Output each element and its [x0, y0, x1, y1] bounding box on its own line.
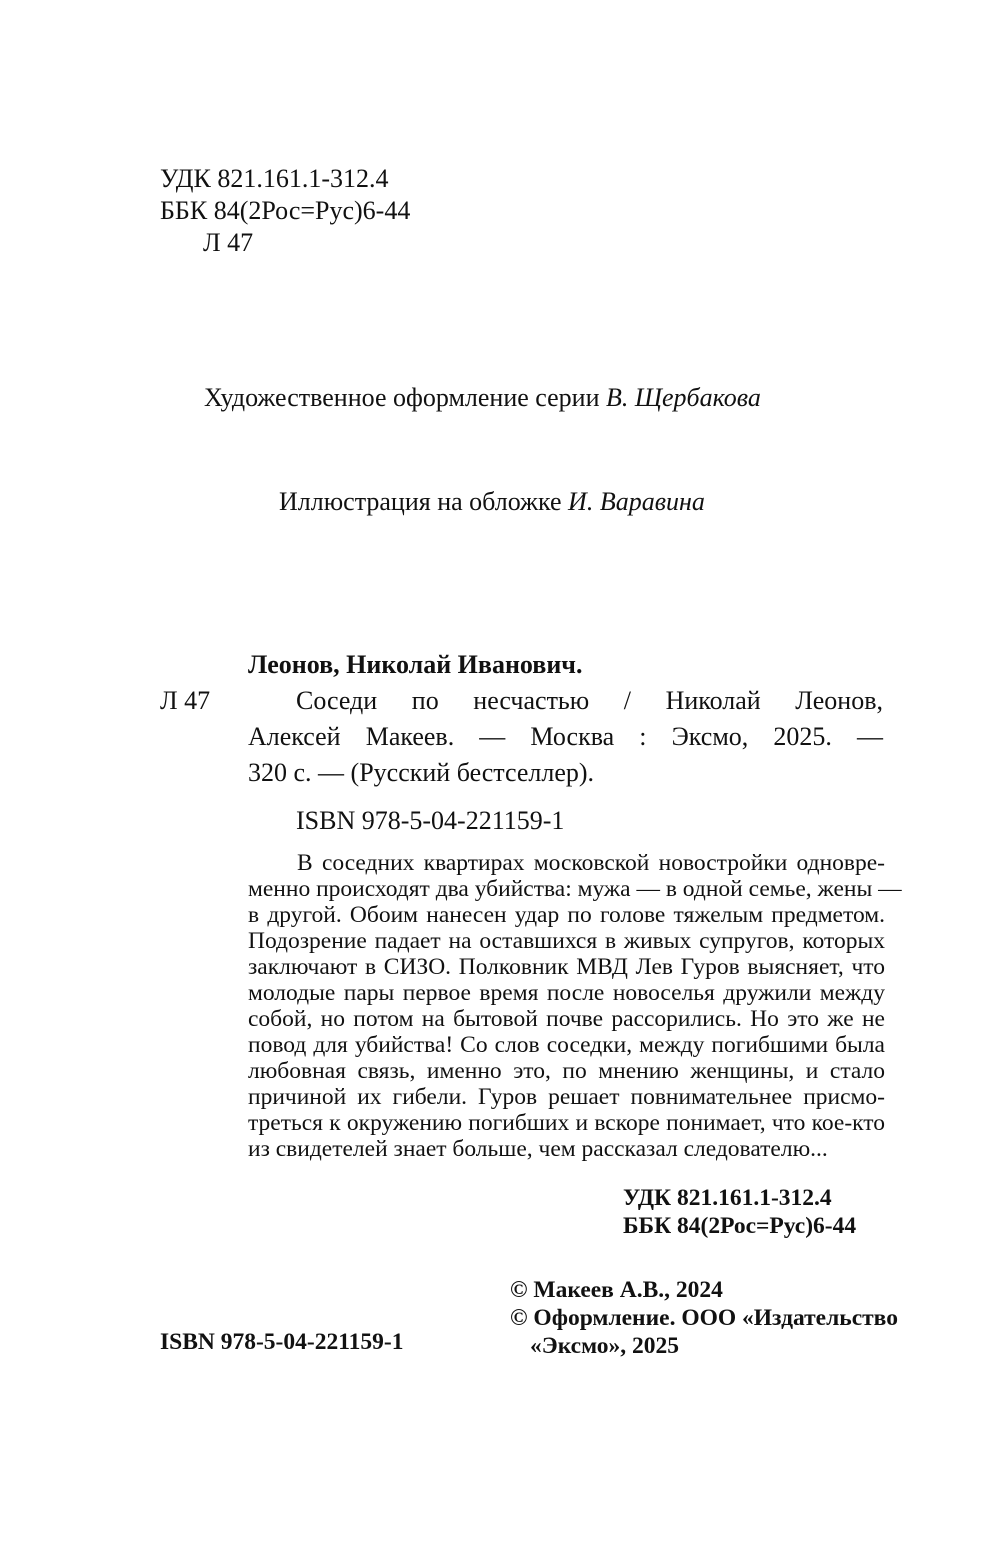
- author-mark: Л 47: [203, 228, 254, 257]
- cover-illustration-label: Иллюстрация на обложке: [279, 487, 562, 516]
- copyright-publisher: «Эксмо», 2025: [530, 1333, 680, 1359]
- annotation-line: молодые пары первое время после новоселья дружили между: [248, 980, 885, 1006]
- bbk-code: ББК 84(2Рос=Рус)6-44: [160, 196, 411, 225]
- annotation-line: из свидетелей знает больше, чем рассказал следователю...: [248, 1136, 828, 1162]
- cover-illustration-credit: [279, 487, 705, 517]
- footer-bbk-code: ББК 84(2Рос=Рус)6-44: [623, 1213, 857, 1239]
- bibliography-line: Алексей Макеев. — Москва : Эксмо, 2025. —: [248, 722, 883, 751]
- annotation-line: менно происходят два убийства: мужа — в одной семье, жены —: [248, 876, 902, 902]
- series-design-credit: [204, 383, 761, 413]
- udk-code: УДК 821.161.1-312.4: [160, 164, 389, 193]
- annotation-line: в другой. Обоим нанесен удар по голове тяжелым предметом.: [248, 902, 885, 928]
- footer-udk-code: УДК 821.161.1-312.4: [623, 1185, 832, 1211]
- annotation-line: В соседних квартирах московской новостройки одновре-: [297, 850, 885, 876]
- footer-isbn: ISBN 978-5-04-221159-1: [160, 1329, 404, 1355]
- bibliography-line: 320 с. — (Русский бестселлер).: [248, 758, 595, 787]
- author-heading: Леонов, Николай Иванович.: [248, 650, 583, 679]
- series-design-label: Художественное оформление серии: [204, 383, 600, 412]
- isbn-entry: ISBN 978-5-04-221159-1: [296, 806, 565, 835]
- copyright-design: © Оформление. ООО «Издательство: [510, 1305, 898, 1331]
- annotation-line: Подозрение падает на оставшихся в живых супругов, которых: [248, 928, 885, 954]
- bibliography-line: Соседи по несчастью / Николай Леонов,: [296, 686, 883, 715]
- annotation-line: причиной их гибели. Гуров решает повнимательнее присмо-: [248, 1084, 885, 1110]
- annotation-line: любовная связь, именно это, по мнению женщины, и стало: [248, 1058, 885, 1084]
- annotation-line: собой, но потом на бытовой почве рассорились. Но это же не: [248, 1006, 885, 1032]
- annotation-line: треться к окружению погибших и вскоре понимает, что кое-кто: [248, 1110, 885, 1136]
- bibliography-author-mark: Л 47: [160, 686, 211, 715]
- series-designer-name: В. Щербакова: [606, 383, 761, 412]
- annotation-line: заключают в СИЗО. Полковник МВД Лев Гуров выясняет, что: [248, 954, 885, 980]
- annotation-line: повод для убийства! Со слов соседки, между погибшими была: [248, 1032, 885, 1058]
- copyright-author: © Макеев А.В., 2024: [510, 1277, 723, 1303]
- cover-illustrator-name: И. Варавина: [568, 487, 705, 516]
